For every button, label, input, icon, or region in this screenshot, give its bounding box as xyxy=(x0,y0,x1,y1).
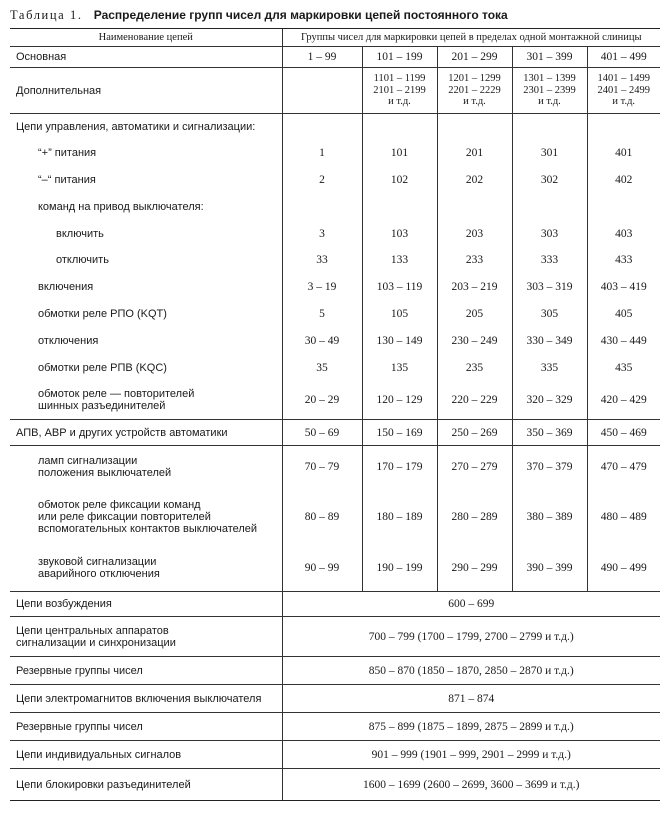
cell-line: и т.д. xyxy=(463,96,486,108)
cell-value: 435 xyxy=(587,355,660,382)
cell-value: 301 – 399 xyxy=(512,47,587,68)
cell-value: 220 – 229 xyxy=(437,382,512,420)
row-name: “+” питания xyxy=(38,147,97,159)
cell-value: 202 xyxy=(437,167,512,194)
section-title: Цепи управления, автоматики и сигнализации: xyxy=(10,114,282,140)
row-name: Резервные группы чисел xyxy=(10,657,282,685)
cell-value: 230 – 249 xyxy=(437,328,512,355)
cell-value: 101 – 199 xyxy=(362,47,437,68)
cell-value: 871 – 874 xyxy=(282,685,660,713)
table-row xyxy=(10,592,660,617)
cell-value: 1600 – 1699 (2600 – 2699, 3600 – 3699 и т.д.) xyxy=(282,769,660,801)
table-row xyxy=(10,769,660,801)
row-name xyxy=(10,546,282,592)
cell-value: 90 – 99 xyxy=(282,546,362,592)
cell-value: 5 xyxy=(282,301,362,328)
row-name-line: аварийного отключения xyxy=(38,568,160,581)
cell-value: 105 xyxy=(362,301,437,328)
row-name: Дополнительная xyxy=(10,68,282,114)
table-row xyxy=(10,221,660,247)
cell-value xyxy=(512,68,587,114)
cell-value: 350 – 369 xyxy=(512,420,587,446)
cell-value: 201 xyxy=(437,140,512,167)
cell-line: 1201 – 1299 xyxy=(448,73,501,85)
cell-value: 405 xyxy=(587,301,660,328)
cell-value: 401 – 499 xyxy=(587,47,660,68)
cell-value: 150 – 169 xyxy=(362,420,437,446)
row-name xyxy=(10,617,282,657)
cell-value: 301 xyxy=(512,140,587,167)
row-name: отключить xyxy=(56,254,109,266)
table-row xyxy=(10,140,660,167)
cell-value: 390 – 399 xyxy=(512,546,587,592)
cell-value xyxy=(587,68,660,114)
cell-value: 335 xyxy=(512,355,587,382)
cell-value: 402 xyxy=(587,167,660,194)
row-name xyxy=(10,446,282,488)
cell-line: 2201 – 2229 xyxy=(448,84,501,96)
cell-value: 101 xyxy=(362,140,437,167)
table-row xyxy=(10,47,660,68)
cell-value: 33 xyxy=(282,247,362,274)
cell-value: 103 – 119 xyxy=(362,274,437,301)
cell-value: 875 – 899 (1875 – 1899, 2875 – 2899 и т.д.) xyxy=(282,713,660,741)
cell-line: 1301 – 1399 xyxy=(523,73,576,85)
cell-value: 3 xyxy=(282,221,362,247)
cell-value: 303 – 319 xyxy=(512,274,587,301)
cell-value: 305 xyxy=(512,301,587,328)
cell-value: 35 xyxy=(282,355,362,382)
table-row xyxy=(10,167,660,194)
table-row xyxy=(10,617,660,657)
table-row xyxy=(10,741,660,769)
table-row xyxy=(10,274,660,301)
cell-value: 190 – 199 xyxy=(362,546,437,592)
row-name: “–“ питания xyxy=(38,174,96,186)
cell-value: 433 xyxy=(587,247,660,274)
cell-value: 1 xyxy=(282,140,362,167)
cell-value: 302 xyxy=(512,167,587,194)
cell-value: 380 – 389 xyxy=(512,488,587,546)
cell-value: 490 – 499 xyxy=(587,546,660,592)
table-row xyxy=(10,713,660,741)
cell-value: 30 – 49 xyxy=(282,328,362,355)
table-row xyxy=(10,685,660,713)
cell-value: 235 xyxy=(437,355,512,382)
table-row xyxy=(10,114,660,140)
cell-value: 403 – 419 xyxy=(587,274,660,301)
row-name xyxy=(10,488,282,546)
row-name-line: ламп сигнализации xyxy=(38,454,138,467)
cell-value: 250 – 269 xyxy=(437,420,512,446)
cell-line: 2401 – 2499 xyxy=(597,84,650,96)
row-name-line: Цепи центральных аппаратов xyxy=(16,624,169,637)
cell-value: 290 – 299 xyxy=(437,546,512,592)
row-name-line: вспомогательных контактов выключателей xyxy=(38,522,258,535)
cell-value: 203 – 219 xyxy=(437,274,512,301)
cell-value: 303 xyxy=(512,221,587,247)
row-name-line: положения выключателей xyxy=(38,466,172,479)
row-name-line: сигнализации и синхронизации xyxy=(16,636,176,649)
row-name: Цепи блокировки разъединителей xyxy=(10,769,282,801)
cell-value: 203 xyxy=(437,221,512,247)
cell-value: 201 – 299 xyxy=(437,47,512,68)
cell-value: 233 xyxy=(437,247,512,274)
cell-line: 1401 – 1499 xyxy=(597,73,650,85)
caption-title: Распределение групп чисел для маркировки цепей постоянного тока xyxy=(93,8,508,22)
cell-value: 205 xyxy=(437,301,512,328)
row-name-line: шинных разъединителей xyxy=(38,400,166,413)
cell-value: 270 – 279 xyxy=(437,446,512,488)
cell-value: 470 – 479 xyxy=(587,446,660,488)
table-row xyxy=(10,546,660,592)
cell-value: 430 – 449 xyxy=(587,328,660,355)
table-header-row xyxy=(10,29,660,47)
cell-value: 133 xyxy=(362,247,437,274)
cell-value: 3 – 19 xyxy=(282,274,362,301)
cell-value: 320 – 329 xyxy=(512,382,587,420)
table-row xyxy=(10,328,660,355)
cell-line: 2301 – 2399 xyxy=(523,84,576,96)
table-row xyxy=(10,420,660,446)
cell-value: 330 – 349 xyxy=(512,328,587,355)
cell-value: 700 – 799 (1700 – 1799, 2700 – 2799 и т.д.) xyxy=(282,617,660,657)
cell-value: 370 – 379 xyxy=(512,446,587,488)
cell-value: 1 – 99 xyxy=(282,47,362,68)
table-row xyxy=(10,488,660,546)
table-row xyxy=(10,446,660,488)
table-row xyxy=(10,355,660,382)
table-row xyxy=(10,68,660,114)
cell-value xyxy=(437,68,512,114)
cell-value: 850 – 870 (1850 – 1870, 2850 – 2870 и т.д.) xyxy=(282,657,660,685)
row-name: Основная xyxy=(16,51,67,63)
marking-table xyxy=(10,28,660,801)
row-name: обмотки реле РПО (KQT) xyxy=(38,308,167,320)
row-name: Цепи возбуждения xyxy=(10,592,282,617)
row-name: включения xyxy=(38,281,94,293)
row-name: Цепи электромагнитов включения выключателя xyxy=(10,685,282,713)
cell-value: 480 – 489 xyxy=(587,488,660,546)
row-name: Цепи индивидуальных сигналов xyxy=(10,741,282,769)
header-groups-col: Группы чисел для маркировки цепей в пределах одной монтажной слиницы xyxy=(282,29,660,47)
table-row xyxy=(10,247,660,274)
row-name: включить xyxy=(56,227,104,240)
table-row xyxy=(10,382,660,420)
section-subtitle: команд на привод выключателя: xyxy=(38,201,204,213)
row-name-line: или реле фиксации повторителей xyxy=(38,510,211,523)
cell-value: 80 – 89 xyxy=(282,488,362,546)
cell-value: 170 – 179 xyxy=(362,446,437,488)
cell-value xyxy=(362,68,437,114)
header-name-col: Наименование цепей xyxy=(10,29,282,47)
cell-value: 50 – 69 xyxy=(282,420,362,446)
row-name-line: звуковой сигнализации xyxy=(38,556,157,569)
table-row xyxy=(10,301,660,328)
cell-value: 901 – 999 (1901 – 999, 2901 – 2999 и т.д.) xyxy=(282,741,660,769)
cell-value: 420 – 429 xyxy=(587,382,660,420)
row-name-line: обмоток реле — повторителей xyxy=(38,388,195,401)
cell-value: 600 – 699 xyxy=(282,592,660,617)
cell-value: 403 xyxy=(587,221,660,247)
cell-value: 401 xyxy=(587,140,660,167)
row-name xyxy=(10,382,282,420)
cell-line: и т.д. xyxy=(538,96,561,108)
cell-empty xyxy=(282,68,362,114)
table-caption xyxy=(10,8,660,28)
cell-value: 130 – 149 xyxy=(362,328,437,355)
row-name: обмотки реле РПВ (KQC) xyxy=(38,362,167,374)
cell-value: 20 – 29 xyxy=(282,382,362,420)
table-row xyxy=(10,194,660,221)
cell-value: 280 – 289 xyxy=(437,488,512,546)
cell-value: 70 – 79 xyxy=(282,446,362,488)
row-name: Резервные группы чисел xyxy=(10,713,282,741)
table-row xyxy=(10,657,660,685)
cell-value: 333 xyxy=(512,247,587,274)
cell-line: 2101 – 2199 xyxy=(373,84,426,96)
cell-value: 135 xyxy=(362,355,437,382)
cell-line: 1101 – 1199 xyxy=(373,73,426,85)
cell-value: 120 – 129 xyxy=(362,382,437,420)
row-name-line: обмоток реле фиксации команд xyxy=(38,498,201,511)
cell-value: 450 – 469 xyxy=(587,420,660,446)
cell-line: и т.д. xyxy=(612,96,636,108)
cell-value: 180 – 189 xyxy=(362,488,437,546)
cell-value: 102 xyxy=(362,167,437,194)
cell-line: и т.д. xyxy=(388,96,411,108)
row-name: отключения xyxy=(38,335,99,347)
row-name: АПВ, АВР и других устройств автоматики xyxy=(10,420,282,446)
cell-value: 103 xyxy=(362,221,437,247)
cell-value: 2 xyxy=(282,167,362,194)
caption-label: Таблица 1. xyxy=(10,8,83,22)
